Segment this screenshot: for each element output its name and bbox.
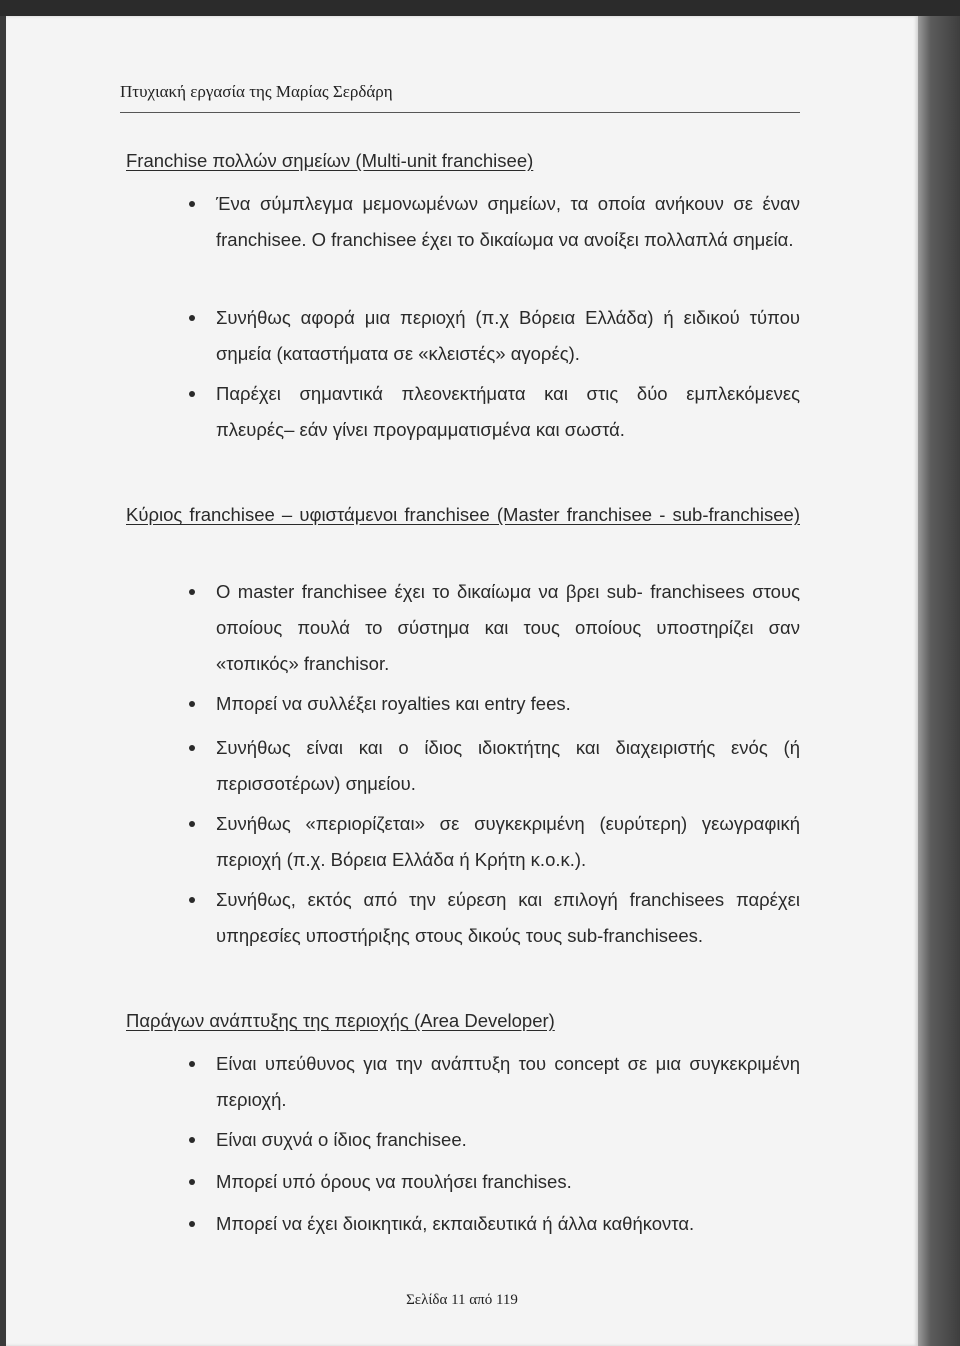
page-number-footer: Σελίδα 11 από 119: [406, 1292, 518, 1308]
scan-right-border: [918, 16, 960, 1346]
bullet-text: Συνήθως «περιορίζεται» σε συγκεκριμένη (ευρύτερη) γεωγραφική περιοχή (π.χ. Βόρεια Ελλάδα ή Κρήτη κ.ο.κ.).: [216, 813, 800, 870]
bullet-text: Είναι υπεύθυνος για την ανάπτυξη του concept σε μια συγκεκριμένη περιοχή.: [216, 1053, 800, 1110]
bullet-text: Είναι συχνά ο ίδιος franchisee.: [216, 1129, 467, 1150]
bullet-dot: [189, 1137, 195, 1143]
section-title-master-franchisee: [126, 496, 800, 533]
bullet-dot: [189, 821, 195, 827]
bullet-text: Ο master franchisee έχει το δικαίωμα να βρει sub- franchisees στους οποίους πουλά το σύστημα και τους οποίους υποστηρίζει σαν «τοπικός» franchisor.: [216, 581, 800, 674]
document-page: [6, 16, 918, 1346]
header-rule: [120, 112, 800, 113]
bullet-text: Μπορεί υπό όρους να πουλήσει franchises.: [216, 1171, 572, 1192]
bullet-dot: [189, 391, 195, 397]
bullet-dot: [189, 1061, 195, 1067]
bullet-text: Συνήθως είναι και ο ίδιος ιδιοκτήτης και διαχειριστής ενός (ή περισσοτέρων) σημείου.: [216, 737, 800, 794]
bullet-dot: [189, 701, 195, 707]
running-header: Πτυχιακή εργασία της Μαρίας Σερδάρη: [120, 82, 393, 101]
section-title-area-developer: Παράγων ανάπτυξης της περιοχής (Area Developer): [126, 1010, 555, 1031]
bullet-text: Συνήθως αφορά μια περιοχή (π.χ Βόρεια Ελλάδα) ή ειδικού τύπου σημεία (καταστήματα σε «κλειστές» αγορές).: [216, 307, 800, 364]
bullet-dot: [189, 897, 195, 903]
bullet-dot: [189, 315, 195, 321]
scan-top-border: [0, 0, 960, 16]
bullet-text: Μπορεί να συλλέξει royalties και entry fees.: [216, 693, 571, 714]
bullet-text: Ένα σύμπλεγμα μεμονωμένων σημείων, τα οποία ανήκουν σε έναν franchisee. Ο franchisee έχει το δικαίωμα να ανοίξει πολλαπλά σημεία.: [216, 193, 800, 250]
bullet-text: Μπορεί να έχει διοικητικά, εκπαιδευτικά ή άλλα καθήκοντα.: [216, 1213, 695, 1234]
bullet-text: Συνήθως, εκτός από την εύρεση και επιλογή franchisees παρέχει υπηρεσίες υποστήριξης στους δικούς τους sub-franchisees.: [216, 889, 800, 946]
bullet-dot: [189, 201, 195, 207]
section-title-multi-unit: Franchise πολλών σημείων (Multi-unit franchisee): [126, 150, 534, 171]
bullet-dot: [189, 589, 195, 595]
bullet-dot: [189, 1179, 195, 1185]
section-title-text: Κύριος franchisee – υφιστάμενοι franchisee (Master franchisee - sub-franchisee): [126, 504, 800, 525]
bullet-dot: [189, 745, 195, 751]
bullet-text: Παρέχει σημαντικά πλεονεκτήματα και στις δύο εμπλεκόμενες πλευρές– εάν γίνει προγραμματισμένα και σωστά.: [216, 383, 800, 440]
bullet-dot: [189, 1221, 195, 1227]
